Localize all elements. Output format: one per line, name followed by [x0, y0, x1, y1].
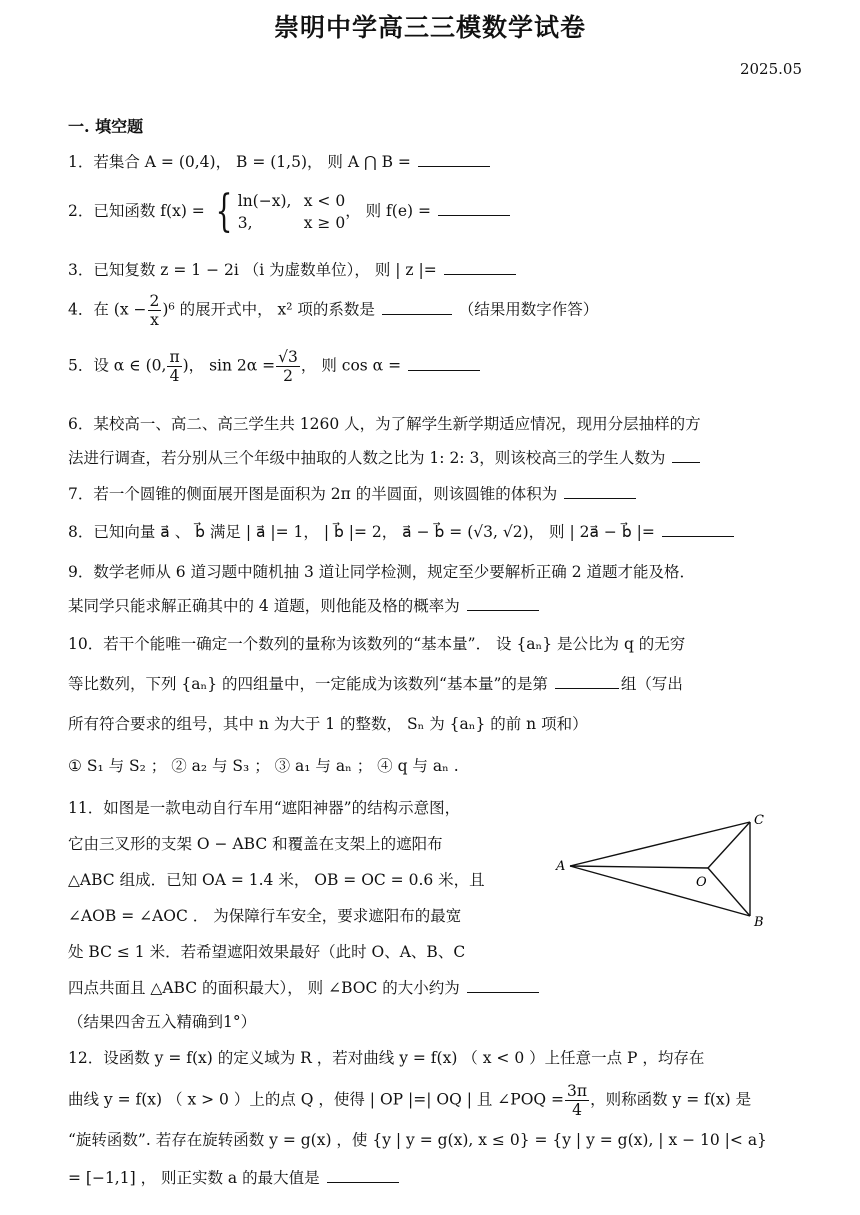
question-note: （结果用数字作答）: [458, 300, 599, 319]
question-text: 若一个圆锥的侧面展开图是面积为 2π 的半圆面，则该圆锥的体积为: [93, 485, 558, 503]
question-text: 已知复数 z = 1 − 2i （i 为虚数单位）， 则 | z |=: [93, 261, 437, 279]
answer-blank[interactable]: [672, 446, 700, 463]
answer-blank[interactable]: [327, 1166, 399, 1183]
edge-AB: [570, 866, 750, 916]
option-list: ① S₁ 与 S₂ ； ② a₂ 与 S₃ ； ③ a₁ 与 aₙ ； ④ q 与 aₙ .: [68, 757, 459, 775]
question-number: 9．: [68, 563, 94, 581]
question-text: 在 (x −: [93, 300, 147, 319]
question-number: 6．: [68, 415, 94, 433]
question-12-cont: [68, 1082, 751, 1119]
question-12: [68, 1046, 704, 1068]
question-4: [68, 292, 598, 329]
question-text: 若集合 A = (0,4)， B = (1,5)， 则 A ⋂ B =: [93, 153, 411, 171]
exam-date: 2025.05: [739, 60, 802, 78]
question-number: 1．: [68, 153, 94, 171]
question-9-cont: [68, 594, 541, 616]
answer-blank[interactable]: [418, 150, 490, 167]
question-text: 已知函数 f(x) =: [93, 202, 205, 220]
label-O: O: [696, 875, 707, 890]
question-text: 设函数 y = f(x) 的定义域为 R ，若对曲线 y = f(x) （ x < 0 ）上任意一点 P ，均存在: [103, 1049, 705, 1067]
brace-symbol: {: [215, 186, 233, 237]
question-text: “旋转函数”. 若存在旋转函数 y = g(x) ，使 {y | y = g(x), x ≤ 0} = {y | y = g(x), | x − 10 |< a}: [68, 1131, 767, 1149]
question-10-cont: [68, 712, 588, 734]
question-11-cont: [68, 976, 541, 998]
page-title: 崇明中学高三三模数学试卷: [273, 13, 586, 42]
question-8: [68, 520, 736, 542]
question-text: 等比数列，下列 {aₙ} 的四组量中，一定能成为该数列“基本量”的是第: [68, 675, 548, 693]
question-text: 所有符合要求的组号，其中 n 为大于 1 的整数， Sₙ 为 {aₙ} 的前 n 项和）: [68, 715, 588, 733]
question-number: 10．: [68, 635, 104, 653]
question-text: 已知向量 a⃗ 、 b⃗ 满足 | a⃗ |= 1， | b⃗ |= 2， a⃗ − b⃗ = (√3, √2)， 则 | 2a⃗ − b⃗ |=: [93, 523, 655, 541]
question-text: )， sin 2α =: [182, 356, 276, 375]
label-C: C: [754, 813, 764, 828]
question-text: ， 则 f(e) =: [345, 202, 431, 220]
question-11: [68, 796, 460, 818]
question-text: 某校高一、高二、高三学生共 1260 人，为了解学生新学期适应情况，现用分层抽样的方: [93, 415, 701, 433]
question-6: [68, 412, 701, 434]
question-number: 4．: [68, 300, 94, 319]
question-text: 设 α ∈ (0,: [93, 356, 167, 375]
question-5: [68, 348, 482, 385]
question-11-cont: [68, 832, 443, 854]
question-11-cont: [68, 868, 485, 890]
question-text: 处 BC ≤ 1 米．若希望遮阳效果最好（此时 O、A、B、C: [68, 943, 466, 961]
question-text: = [−1,1] ， 则正实数 a 的最大值是: [68, 1169, 320, 1187]
case-expr: ln(−x),: [237, 192, 292, 210]
edge-AC: [570, 822, 750, 866]
question-text: 它由三叉形的支架 O − ABC 和覆盖在支架上的遮阳布: [68, 835, 443, 853]
question-text: △ABC 组成．已知 OA = 1.4 米， OB = OC = 0.6 米，且: [68, 871, 485, 889]
question-text: ， 则 cos α =: [300, 356, 402, 375]
answer-blank[interactable]: [467, 976, 539, 993]
question-10: [68, 632, 685, 654]
case-cond: x ≥ 0: [303, 214, 346, 232]
question-12-cont: [68, 1166, 401, 1188]
fraction: $\frac{√3}{2}$: [278, 348, 298, 385]
question-text: )⁶ 的展开式中， x² 项的系数是: [162, 300, 375, 319]
question-text: 曲线 y = f(x) （ x > 0 ）上的点 Q ，使得 | OP |=| OQ | 且 ∠POQ =: [68, 1090, 565, 1109]
question-number: 12．: [68, 1049, 104, 1067]
question-11-cont: [68, 904, 461, 926]
answer-blank[interactable]: [555, 672, 619, 689]
question-number: 8．: [68, 523, 94, 541]
piecewise: [238, 190, 345, 234]
question-11-note: [68, 1010, 256, 1032]
edge-OB: [708, 868, 750, 916]
shade-structure-figure: [550, 808, 780, 930]
label-B: B: [754, 915, 764, 930]
question-text: ，则称函数 y = f(x) 是: [590, 1090, 752, 1109]
question-7: [68, 482, 638, 504]
section-heading: 一. 填空题: [68, 117, 144, 136]
question-10-cont: [68, 672, 683, 694]
question-text: 四点共面且 △ABC 的面积最大）， 则 ∠BOC 的大小约为: [68, 979, 460, 997]
question-text: 某同学只能求解正确其中的 4 道题，则他能及格的概率为: [68, 597, 460, 615]
question-9: [68, 560, 695, 582]
question-number: 2．: [68, 202, 94, 220]
question-number: 7．: [68, 485, 94, 503]
answer-blank[interactable]: [438, 199, 510, 216]
question-3: [68, 258, 518, 280]
edge-OA: [570, 866, 708, 868]
question-1: [68, 150, 492, 172]
answer-blank[interactable]: [467, 594, 539, 611]
answer-blank[interactable]: [382, 298, 452, 315]
question-10-options: [68, 754, 459, 776]
question-11-cont: [68, 940, 465, 962]
case-expr: 3,: [237, 214, 253, 232]
question-number: 5．: [68, 356, 94, 375]
answer-blank[interactable]: [444, 258, 516, 275]
question-text: 若干个能唯一确定一个数列的量称为该数列的“基本量”． 设 {aₙ} 是公比为 q 的无穷: [103, 635, 686, 653]
question-text: 如图是一款电动自行车用“遮阳神器”的结构示意图，: [103, 799, 461, 817]
question-text: 组（写出: [620, 675, 683, 693]
case-cond: x < 0: [303, 192, 346, 210]
question-text: ∠AOB = ∠AOC ． 为保障行车安全，要求遮阳布的最宽: [68, 907, 462, 925]
question-number: 11．: [68, 799, 104, 817]
question-note: （结果四舍五入精确到1°）: [68, 1013, 257, 1031]
question-6-cont: [68, 446, 702, 468]
fraction: $\frac{3\pi}{4}$: [567, 1082, 588, 1119]
answer-blank[interactable]: [564, 482, 636, 499]
question-number: 3．: [68, 261, 94, 279]
answer-blank[interactable]: [662, 520, 734, 537]
question-2: [68, 186, 512, 237]
question-12-cont: [68, 1128, 767, 1150]
label-A: A: [556, 859, 566, 874]
fraction: $\frac{\pi}{4}$: [169, 348, 180, 385]
question-text: 数学老师从 6 道习题中随机抽 3 道让同学检测，规定至少要解析正确 2 道题才能及格．: [93, 563, 696, 581]
question-text: 法进行调查，若分别从三个年级中抽取的人数之比为 1: 2: 3，则该校高三的学生人数为: [68, 449, 666, 467]
edge-OC: [708, 822, 750, 868]
answer-blank[interactable]: [408, 354, 480, 371]
fraction: $\frac{2}{x}$: [149, 292, 160, 329]
